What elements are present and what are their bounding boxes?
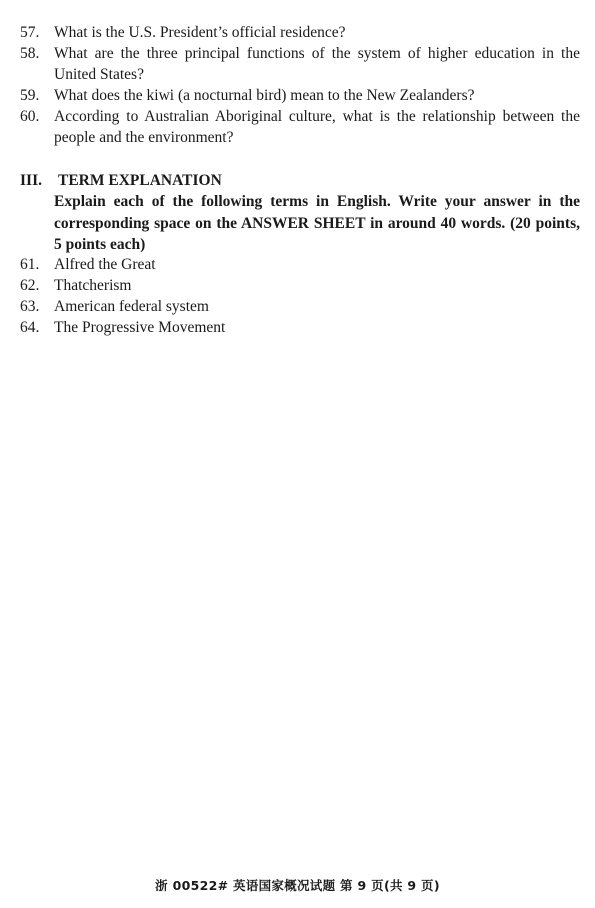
question-number: 63. — [20, 298, 40, 315]
question-58 — [20, 43, 580, 85]
page-footer: 浙 00522# 英语国家概况试题 第 9 页(共 9 页) — [155, 878, 440, 893]
section-instructions: Explain each of the following terms in English. Write your answer in the corresponding space on the ANSWER SHEET in around 40 words. (20 points, 5 points each) — [54, 193, 580, 253]
question-57 — [20, 22, 580, 43]
question-number: 57. — [20, 24, 40, 41]
question-text: According to Australian Aboriginal culture, what is the relationship between the people and the environment? — [54, 108, 580, 146]
question-text: What is the U.S. President’s official residence? — [54, 24, 346, 41]
question-text: The Progressive Movement — [54, 319, 226, 336]
question-63 — [20, 296, 580, 317]
question-text: Thatcherism — [54, 277, 132, 294]
question-number: 64. — [20, 319, 40, 336]
question-60 — [20, 106, 580, 148]
question-number: 62. — [20, 277, 40, 294]
question-text: Alfred the Great — [54, 256, 156, 273]
section-number: III. — [20, 172, 42, 189]
question-62 — [20, 275, 580, 296]
question-64 — [20, 317, 580, 338]
question-text: American federal system — [54, 298, 209, 315]
question-number: 59. — [20, 87, 40, 104]
question-number: 58. — [20, 45, 40, 62]
question-59 — [20, 85, 580, 106]
question-number: 61. — [20, 256, 40, 273]
question-text: What does the kiwi (a nocturnal bird) mean to the New Zealanders? — [54, 87, 475, 104]
question-text: What are the three principal functions of the system of higher education in the United States? — [54, 45, 580, 83]
question-number: 60. — [20, 108, 40, 125]
section-title: TERM EXPLANATION — [58, 172, 222, 189]
question-61 — [20, 254, 580, 275]
